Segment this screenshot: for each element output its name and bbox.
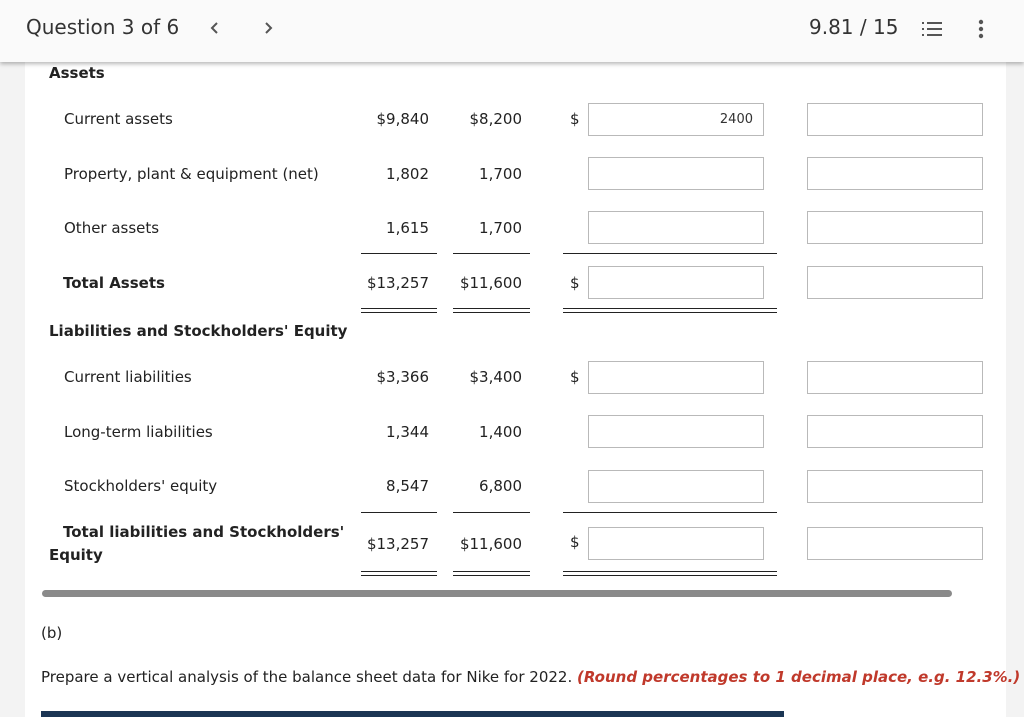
assets-heading: Assets <box>49 64 105 82</box>
value-2022: $13,257 <box>366 535 429 553</box>
previous-question-button[interactable] <box>202 13 228 43</box>
row-label-line2: Equity <box>49 546 103 564</box>
chevron-right-icon <box>263 21 273 35</box>
chevron-left-icon <box>210 21 220 35</box>
total-double-rule <box>361 571 437 576</box>
dollar-sign: $ <box>570 274 580 292</box>
total-double-rule <box>563 308 777 313</box>
row-label: Other assets <box>64 219 160 237</box>
value-2022: 1,802 <box>386 165 429 183</box>
question-counter: Question 3 of 6 <box>26 15 180 39</box>
answer-input-2021[interactable] <box>807 211 983 244</box>
dollar-sign: $ <box>570 533 580 551</box>
question-header <box>0 0 1024 62</box>
value-2022: $3,366 <box>376 368 429 386</box>
answer-input-2021[interactable] <box>807 470 983 503</box>
question-content <box>25 62 1021 717</box>
dollar-sign: $ <box>570 368 580 386</box>
subtotal-rule <box>361 253 437 254</box>
answer-input-2022[interactable] <box>588 527 764 560</box>
row-label: Stockholders' equity <box>64 477 218 495</box>
question-list-button[interactable] <box>919 16 945 42</box>
value-2021: 1,400 <box>479 423 522 441</box>
answer-input-2022[interactable] <box>588 211 764 244</box>
total-double-rule <box>453 571 530 576</box>
answer-input-2022[interactable] <box>588 470 764 503</box>
instruction-text: Prepare a vertical analysis of the balance sheet data for Nike for 2022. <box>41 668 573 686</box>
answer-input-2021[interactable] <box>807 415 983 448</box>
value-2022: 1,344 <box>386 423 429 441</box>
answer-input-2021[interactable] <box>807 157 983 190</box>
value-2021: 1,700 <box>479 219 522 237</box>
total-double-rule <box>453 308 530 313</box>
answer-input-2022[interactable] <box>588 266 764 299</box>
value-2022: 1,615 <box>386 219 429 237</box>
row-label: Long-term liabilities <box>64 423 213 441</box>
total-double-rule <box>563 571 777 576</box>
value-2021: $11,600 <box>459 535 522 553</box>
row-label: Property, plant & equipment (net) <box>64 165 319 183</box>
dollar-sign: $ <box>570 110 580 128</box>
score-display: 9.81 / 15 <box>809 15 899 39</box>
answer-input-2022[interactable] <box>588 361 764 394</box>
more-vertical-icon <box>978 19 984 39</box>
total-double-rule <box>361 308 437 313</box>
table-header-bar <box>41 711 784 717</box>
more-options-button[interactable] <box>968 16 994 42</box>
answer-input-2021[interactable] <box>807 266 983 299</box>
answer-input-2021[interactable] <box>807 103 983 136</box>
row-label: Current liabilities <box>64 368 192 386</box>
subtotal-rule <box>453 512 530 513</box>
value-2022: $9,840 <box>376 110 429 128</box>
value-2021: 1,700 <box>479 165 522 183</box>
liabilities-heading: Liabilities and Stockholders' Equity <box>49 322 348 340</box>
subtotal-rule <box>563 512 777 513</box>
value-2022: 8,547 <box>386 477 429 495</box>
answer-input-2022[interactable] <box>588 415 764 448</box>
part-b-instruction <box>41 668 1020 686</box>
answer-input-2022[interactable] <box>588 157 764 190</box>
answer-input-2022[interactable] <box>588 103 764 136</box>
row-label: Total Assets <box>63 274 165 292</box>
value-2021: $8,200 <box>469 110 522 128</box>
rounding-note: (Round percentages to 1 decimal place, e.g. 12.3%.) <box>577 668 1021 686</box>
subtotal-rule <box>453 253 530 254</box>
row-label: Current assets <box>64 110 173 128</box>
next-question-button[interactable] <box>255 13 281 43</box>
subtotal-rule <box>361 512 437 513</box>
value-2021: $11,600 <box>459 274 522 292</box>
numbered-list-icon <box>921 20 943 38</box>
row-label-line1: Total liabilities and Stockholders' <box>63 523 345 541</box>
answer-input-2021[interactable] <box>807 361 983 394</box>
value-2022: $13,257 <box>366 274 429 292</box>
value-2021: $3,400 <box>469 368 522 386</box>
value-2021: 6,800 <box>479 477 522 495</box>
part-b-label: (b) <box>41 624 63 642</box>
horizontal-scrollbar[interactable] <box>42 590 952 597</box>
subtotal-rule <box>563 253 777 254</box>
answer-input-2021[interactable] <box>807 527 983 560</box>
